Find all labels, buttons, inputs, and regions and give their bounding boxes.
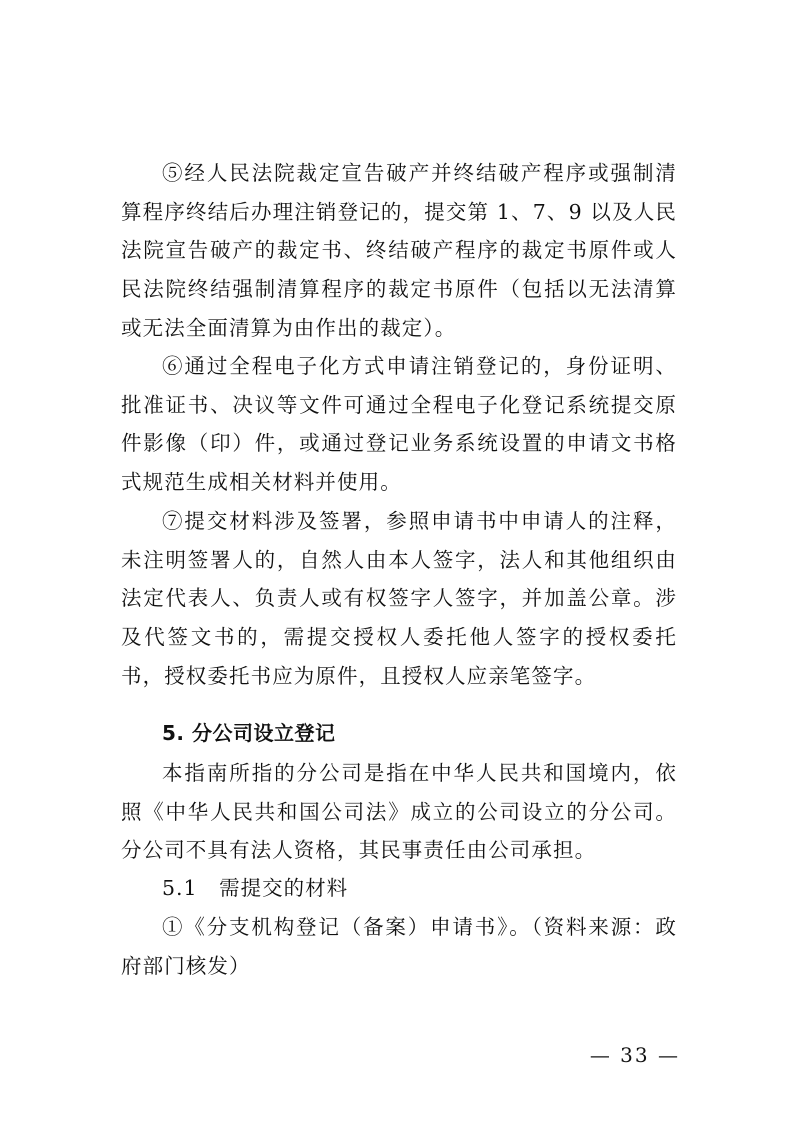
paragraph-signature-requirements: ⑦提交材料涉及签署，参照申请书中申请人的注释，未注明签署人的，自然人由本人签字，法人和其他组织由法定代表人、负责人或有权签字人签字，并加盖公章。涉及代签文书的，需提交授权人委托他人签字的授权委托书，授权委托书应为原件，且授权人应亲笔签字。 — [121, 509, 677, 688]
subsection-heading-required-materials: 5.1 需提交的材料 — [162, 876, 349, 900]
paragraph-bankruptcy-deregistration: ⑤经人民法院裁定宣告破产并终结破产程序或强制清算程序终结后办理注销登记的，提交第 1、7、9 以及人民法院宣告破产的裁定书、终结破产程序的裁定书原件或人民法院终结强制清算程序的裁定书原件（包括以无法清算或无法全面清算为由作出的裁定）。 — [121, 161, 677, 340]
page-number: — 33 — — [589, 1043, 680, 1067]
paragraph-application-form: ①《分支机构登记（备案）申请书》。（资料来源：政府部门核发） — [121, 915, 677, 978]
paragraph-branch-definition: 本指南所指的分公司是指在中华人民共和国境内，依照《中华人民共和国公司法》成立的公司设立的分公司。分公司不具有法人资格，其民事责任由公司承担。 — [121, 761, 677, 863]
paragraph-electronic-application: ⑥通过全程电子化方式申请注销登记的，身份证明、批准证书、决议等文件可通过全程电子化登记系统提交原件影像（印）件，或通过登记业务系统设置的申请文书格式规范生成相关材料并使用。 — [121, 354, 677, 495]
section-heading-branch-registration: 5. 分公司设立登记 — [162, 721, 336, 745]
